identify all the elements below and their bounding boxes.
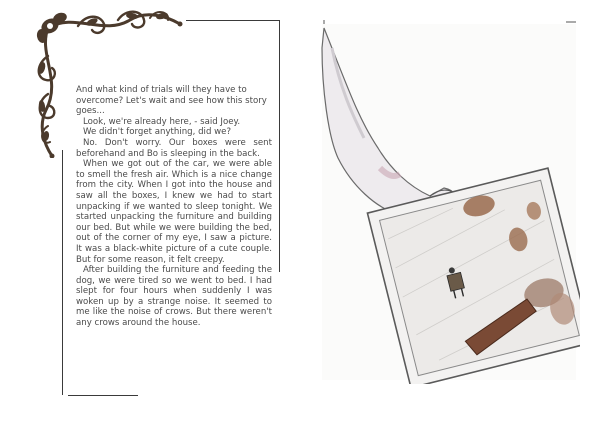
story-text [76,85,272,329]
story-paragraph: We didn't forget anything, did we? [83,127,232,138]
story-paragraph: When we got out of the car, we were able to smell the fresh air. Which is a nice change from the city. When I got into the house and saw all the boxes, I knew we had to start unpacking if we wanted to sleep tonight. We started unpacking the furniture and building our bed. But while we were building the bed, out of the corner of my eye, I saw a picture. It was a black-white picture of a cute couple. But for some reason, it felt creepy. [76,159,272,265]
hand-holding-photo-illustration [318,18,580,384]
frame-rule-left [62,150,63,395]
story-paragraph: Look, we're already here, - said Joey. [83,116,241,127]
story-paragraph: And what kind of trials will they have to overcome? Let's wait and see how this story goes... [76,85,267,117]
frame-rule-right [279,20,280,272]
story-paragraph: No. Don't worry. Our boxes were sent beforehand and Bo is sleeping in the back. [76,137,272,159]
frame-rule-top [186,20,280,21]
frame-rule-bottom [68,395,138,396]
story-paragraph: After building the furniture and feeding the dog, we were tired so we went to bed. I had slept for four hours when suddenly I was woken up by a strange noise. It seemed to me like the noise of crows. But there weren't any crows around the house. [76,265,272,329]
